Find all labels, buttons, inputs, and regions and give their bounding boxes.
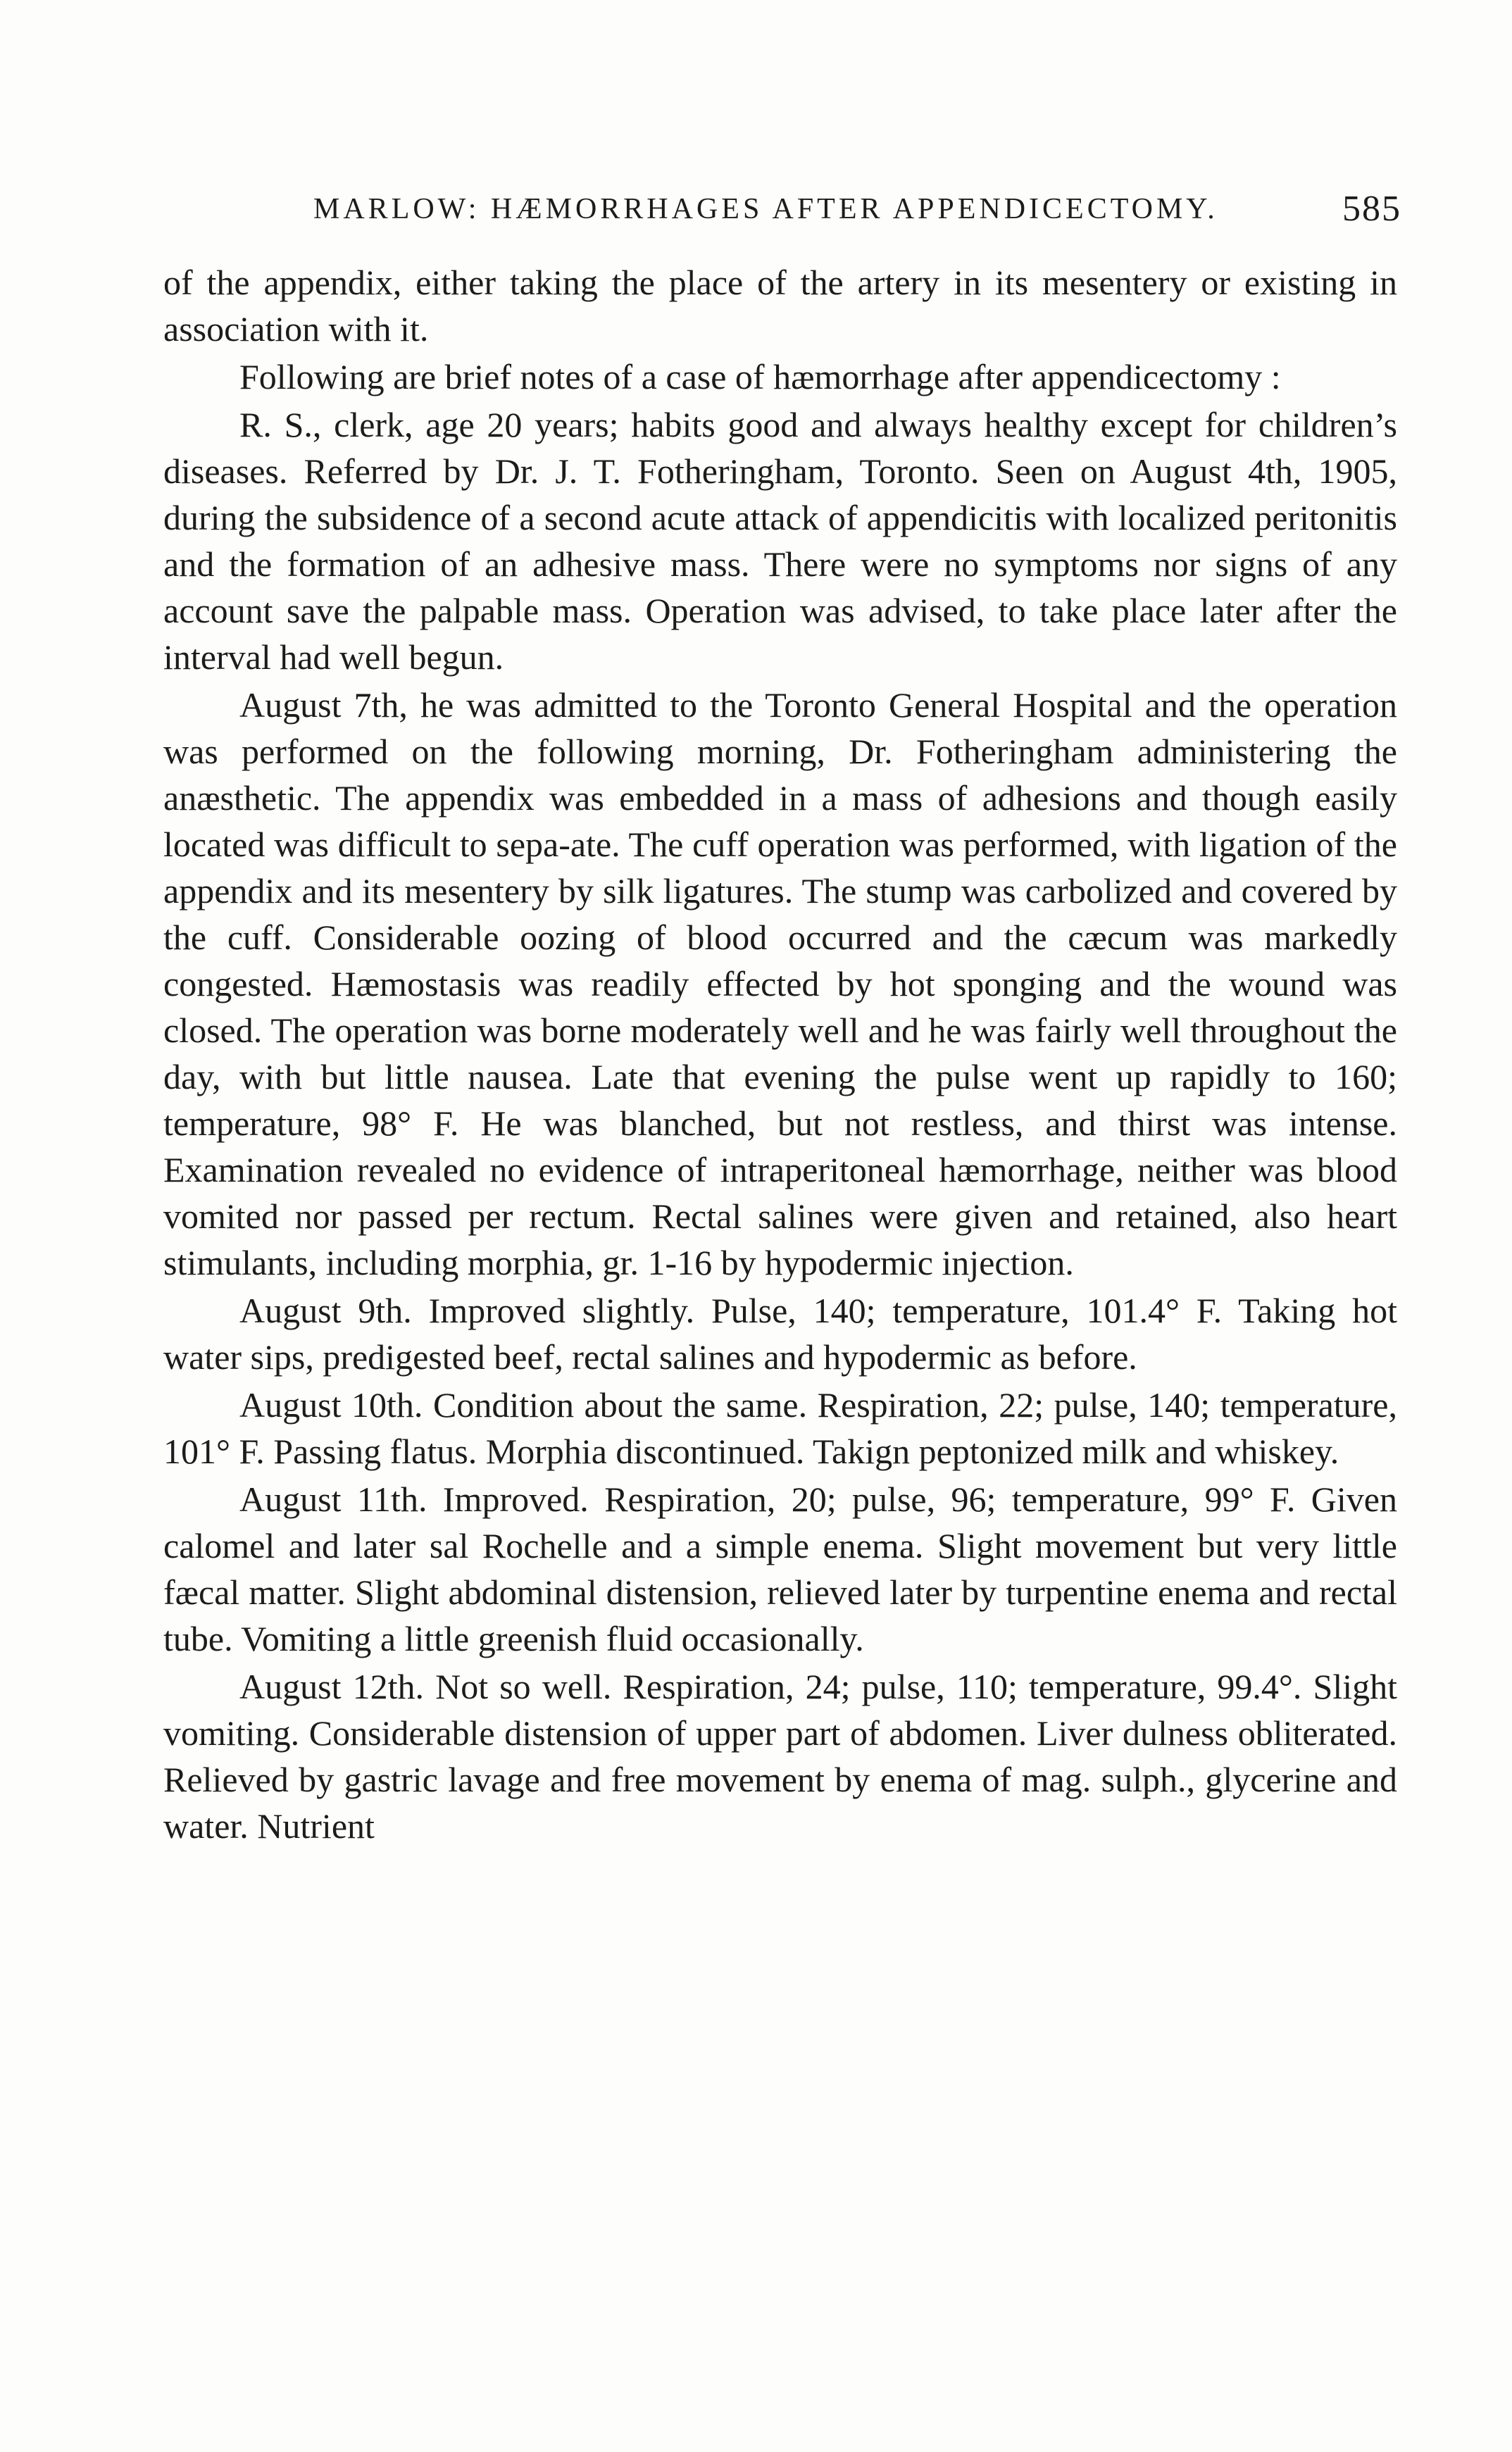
paragraph-august-10th: August 10th. Condition about the same. Respiration, 22; pulse, 140; temperature, 101° F. Passing flatus. Morphia discontinued. Takign peptonized milk and whiskey.	[163, 1385, 1397, 1471]
paragraph-continuation: of the appendix, either taking the place of the artery in its mesentery or existing in association with it.	[163, 263, 1397, 349]
page-number: 585	[1342, 189, 1401, 229]
paragraph-august-9th: August 9th. Improved slightly. Pulse, 140; temperature, 101.4° F. Taking hot water sips, predigested beef, rectal salines and hypodermic as before.	[163, 1291, 1397, 1377]
article-body	[163, 259, 1397, 1849]
paragraph-intro-case-notes: Following are brief notes of a case of hæmorrhage after appendicectomy :	[239, 357, 1281, 396]
paragraph-patient-history: R. S., clerk, age 20 years; habits good and always healthy except for children’s diseases. Referred by Dr. J. T. Fotheringham, Toronto. Seen on August 4th, 1905, during the subsidence of a second acute attack of appendicitis with localized peritonitis and the formation of an adhesive mass. There were no symptoms nor signs of any account save the palpable mass. Operation was advised, to take place later after the interval had well begun.	[163, 405, 1397, 677]
running-title: MARLOW: HÆMORRHAGES AFTER APPENDICECTOMY.	[313, 193, 1218, 225]
paragraph-august-7th: August 7th, he was admitted to the Toronto General Hospital and the operation was performed on the following morning, Dr. Fotheringham administering the anæsthetic. The appendix was embedded in a mass of adhesions and though easily located was difficult to sepa-ate. The cuff operation was performed, with ligation of the appendix and its mesentery by silk ligatures. The stump was carbolized and covered by the cuff. Considerable oozing of blood occurred and the cæcum was markedly congested. Hæmostasis was readily effected by hot sponging and the wound was closed. The operation was borne moderately well and he was fairly well throughout the day, with but little nausea. Late that evening the pulse went up rapidly to 160; temperature, 98° F. He was blanched, but not restless, and thirst was intense. Examination revealed no evidence of intraperitoneal hæmorrhage, neither was blood vomited nor passed per rectum. Rectal salines were given and retained, also heart stimulants, including morphia, gr. 1-16 by hypodermic injection.	[163, 685, 1397, 1282]
running-head	[313, 184, 1401, 234]
paragraph-august-12th: August 12th. Not so well. Respiration, 24; pulse, 110; temperature, 99.4°. Slight vomiting. Considerable distension of upper part of abdomen. Liver dulness obliterated. Relieved by gastric lavage and free movement by enema of mag. sulph., glycerine and water. Nutrient	[163, 1667, 1397, 1846]
paragraph-august-11th: August 11th. Improved. Respiration, 20; pulse, 96; temperature, 99° F. Given calomel and later sal Rochelle and a simple enema. Slight movement but very little fæcal matter. Slight abdominal distension, relieved later by turpentine enema and rectal tube. Vomiting a little greenish fluid occasionally.	[163, 1480, 1397, 1658]
